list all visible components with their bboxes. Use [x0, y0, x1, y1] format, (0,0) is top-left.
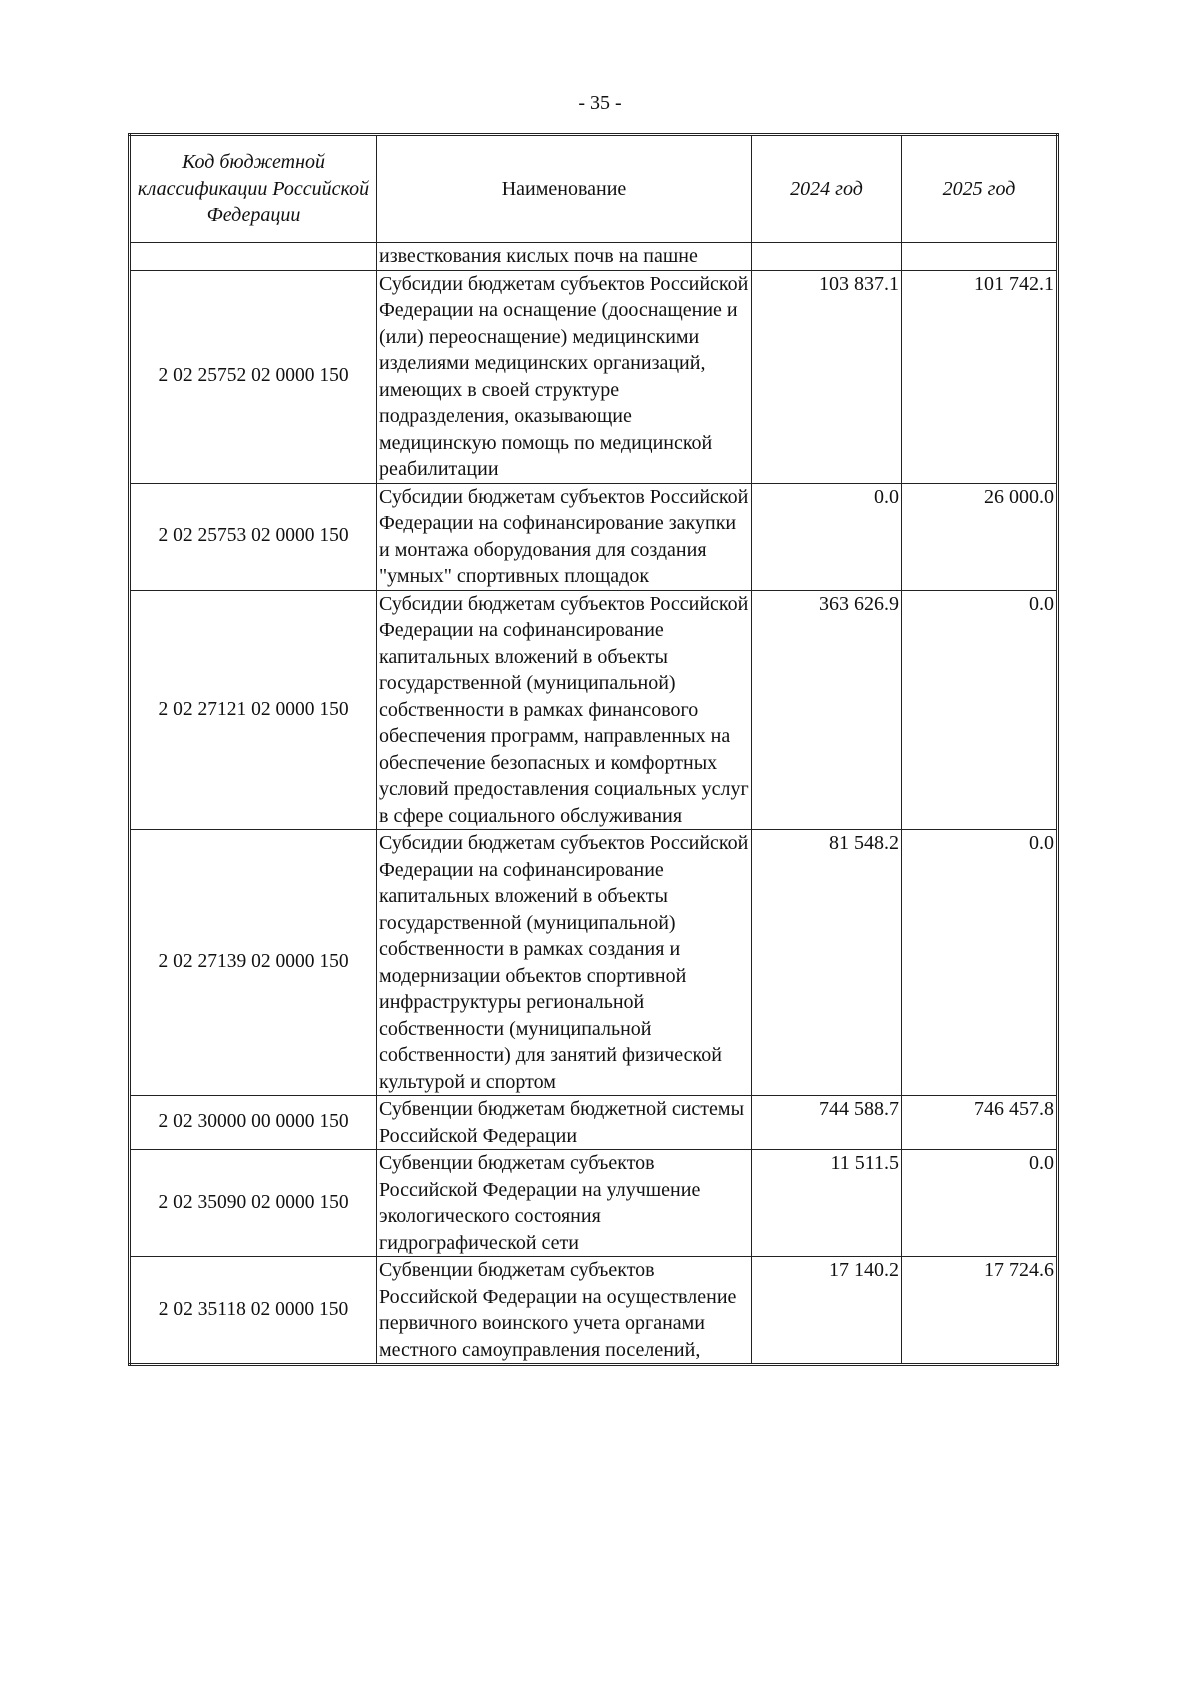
row-value-2025: 0.0 — [902, 830, 1058, 1096]
row-code: 2 02 27121 02 0000 150 — [130, 590, 377, 830]
row-value-2025: 746 457.8 — [902, 1096, 1058, 1150]
table-row — [130, 270, 1058, 483]
row-value-2025: 0.0 — [902, 590, 1058, 830]
row-value-2024: 17 140.2 — [752, 1257, 902, 1365]
row-value-2025 — [902, 243, 1058, 271]
row-code — [130, 243, 377, 271]
table-row — [130, 243, 1058, 271]
page-number: - 35 - — [578, 92, 622, 114]
header-code: Код бюджетной классификации Российской Федерации — [130, 135, 377, 243]
table-row — [130, 830, 1058, 1096]
table-row — [130, 1096, 1058, 1150]
row-value-2024: 363 626.9 — [752, 590, 902, 830]
row-value-2025: 101 742.1 — [902, 270, 1058, 483]
row-name: Субсидии бюджетам субъектов Российской Федерации на софинансирование закупки и монтажа оборудования для создания "умных" спортивных площадок — [377, 483, 752, 590]
row-code: 2 02 30000 00 0000 150 — [130, 1096, 377, 1150]
row-value-2025: 0.0 — [902, 1150, 1058, 1257]
budget-table — [128, 133, 1059, 1366]
table-row — [130, 1150, 1058, 1257]
row-name: Субвенции бюджетам субъектов Российской Федерации на осуществление первичного воинского учета органами местного самоуправления поселений, — [377, 1257, 752, 1365]
row-code: 2 02 25753 02 0000 150 — [130, 483, 377, 590]
row-value-2024: 81 548.2 — [752, 830, 902, 1096]
row-name: Субвенции бюджетам бюджетной системы Российской Федерации — [377, 1096, 752, 1150]
header-year-2025: 2025 год — [902, 135, 1058, 243]
row-value-2025: 17 724.6 — [902, 1257, 1058, 1365]
table-row — [130, 590, 1058, 830]
row-name: Субсидии бюджетам субъектов Российской Федерации на оснащение (дооснащение и (или) переоснащение) медицинскими изделиями медицинских организаций, имеющих в своей структуре подразделения, оказывающие медицинскую помощь по медицинской реабилитации — [377, 270, 752, 483]
row-value-2024: 103 837.1 — [752, 270, 902, 483]
row-code: 2 02 35090 02 0000 150 — [130, 1150, 377, 1257]
row-value-2024: 11 511.5 — [752, 1150, 902, 1257]
row-code: 2 02 25752 02 0000 150 — [130, 270, 377, 483]
header-year-2024: 2024 год — [752, 135, 902, 243]
row-code: 2 02 35118 02 0000 150 — [130, 1257, 377, 1365]
row-name: Субсидии бюджетам субъектов Российской Федерации на софинансирование капитальных вложений в объекты государственной (муниципальной) собственности в рамках создания и модернизации объектов спортивной инфраструктуры региональной собственности (муниципальной собственности) для занятий физической культурой и спортом — [377, 830, 752, 1096]
row-name: Субсидии бюджетам субъектов Российской Федерации на софинансирование капитальных вложений в объекты государственной (муниципальной) собственности в рамках финансового обеспечения программ, направленных на обеспечение безопасных и комфортных условий предоставления социальных услуг в сфере социального обслуживания — [377, 590, 752, 830]
row-name: Субвенции бюджетам субъектов Российской Федерации на улучшение экологического состояния гидрографической сети — [377, 1150, 752, 1257]
row-value-2024 — [752, 243, 902, 271]
table-row — [130, 1257, 1058, 1365]
row-name: известкования кислых почв на пашне — [377, 243, 752, 271]
row-code: 2 02 27139 02 0000 150 — [130, 830, 377, 1096]
row-value-2024: 0.0 — [752, 483, 902, 590]
header-name: Наименование — [377, 135, 752, 243]
row-value-2024: 744 588.7 — [752, 1096, 902, 1150]
row-value-2025: 26 000.0 — [902, 483, 1058, 590]
table-header-row — [130, 135, 1058, 243]
table-row — [130, 483, 1058, 590]
